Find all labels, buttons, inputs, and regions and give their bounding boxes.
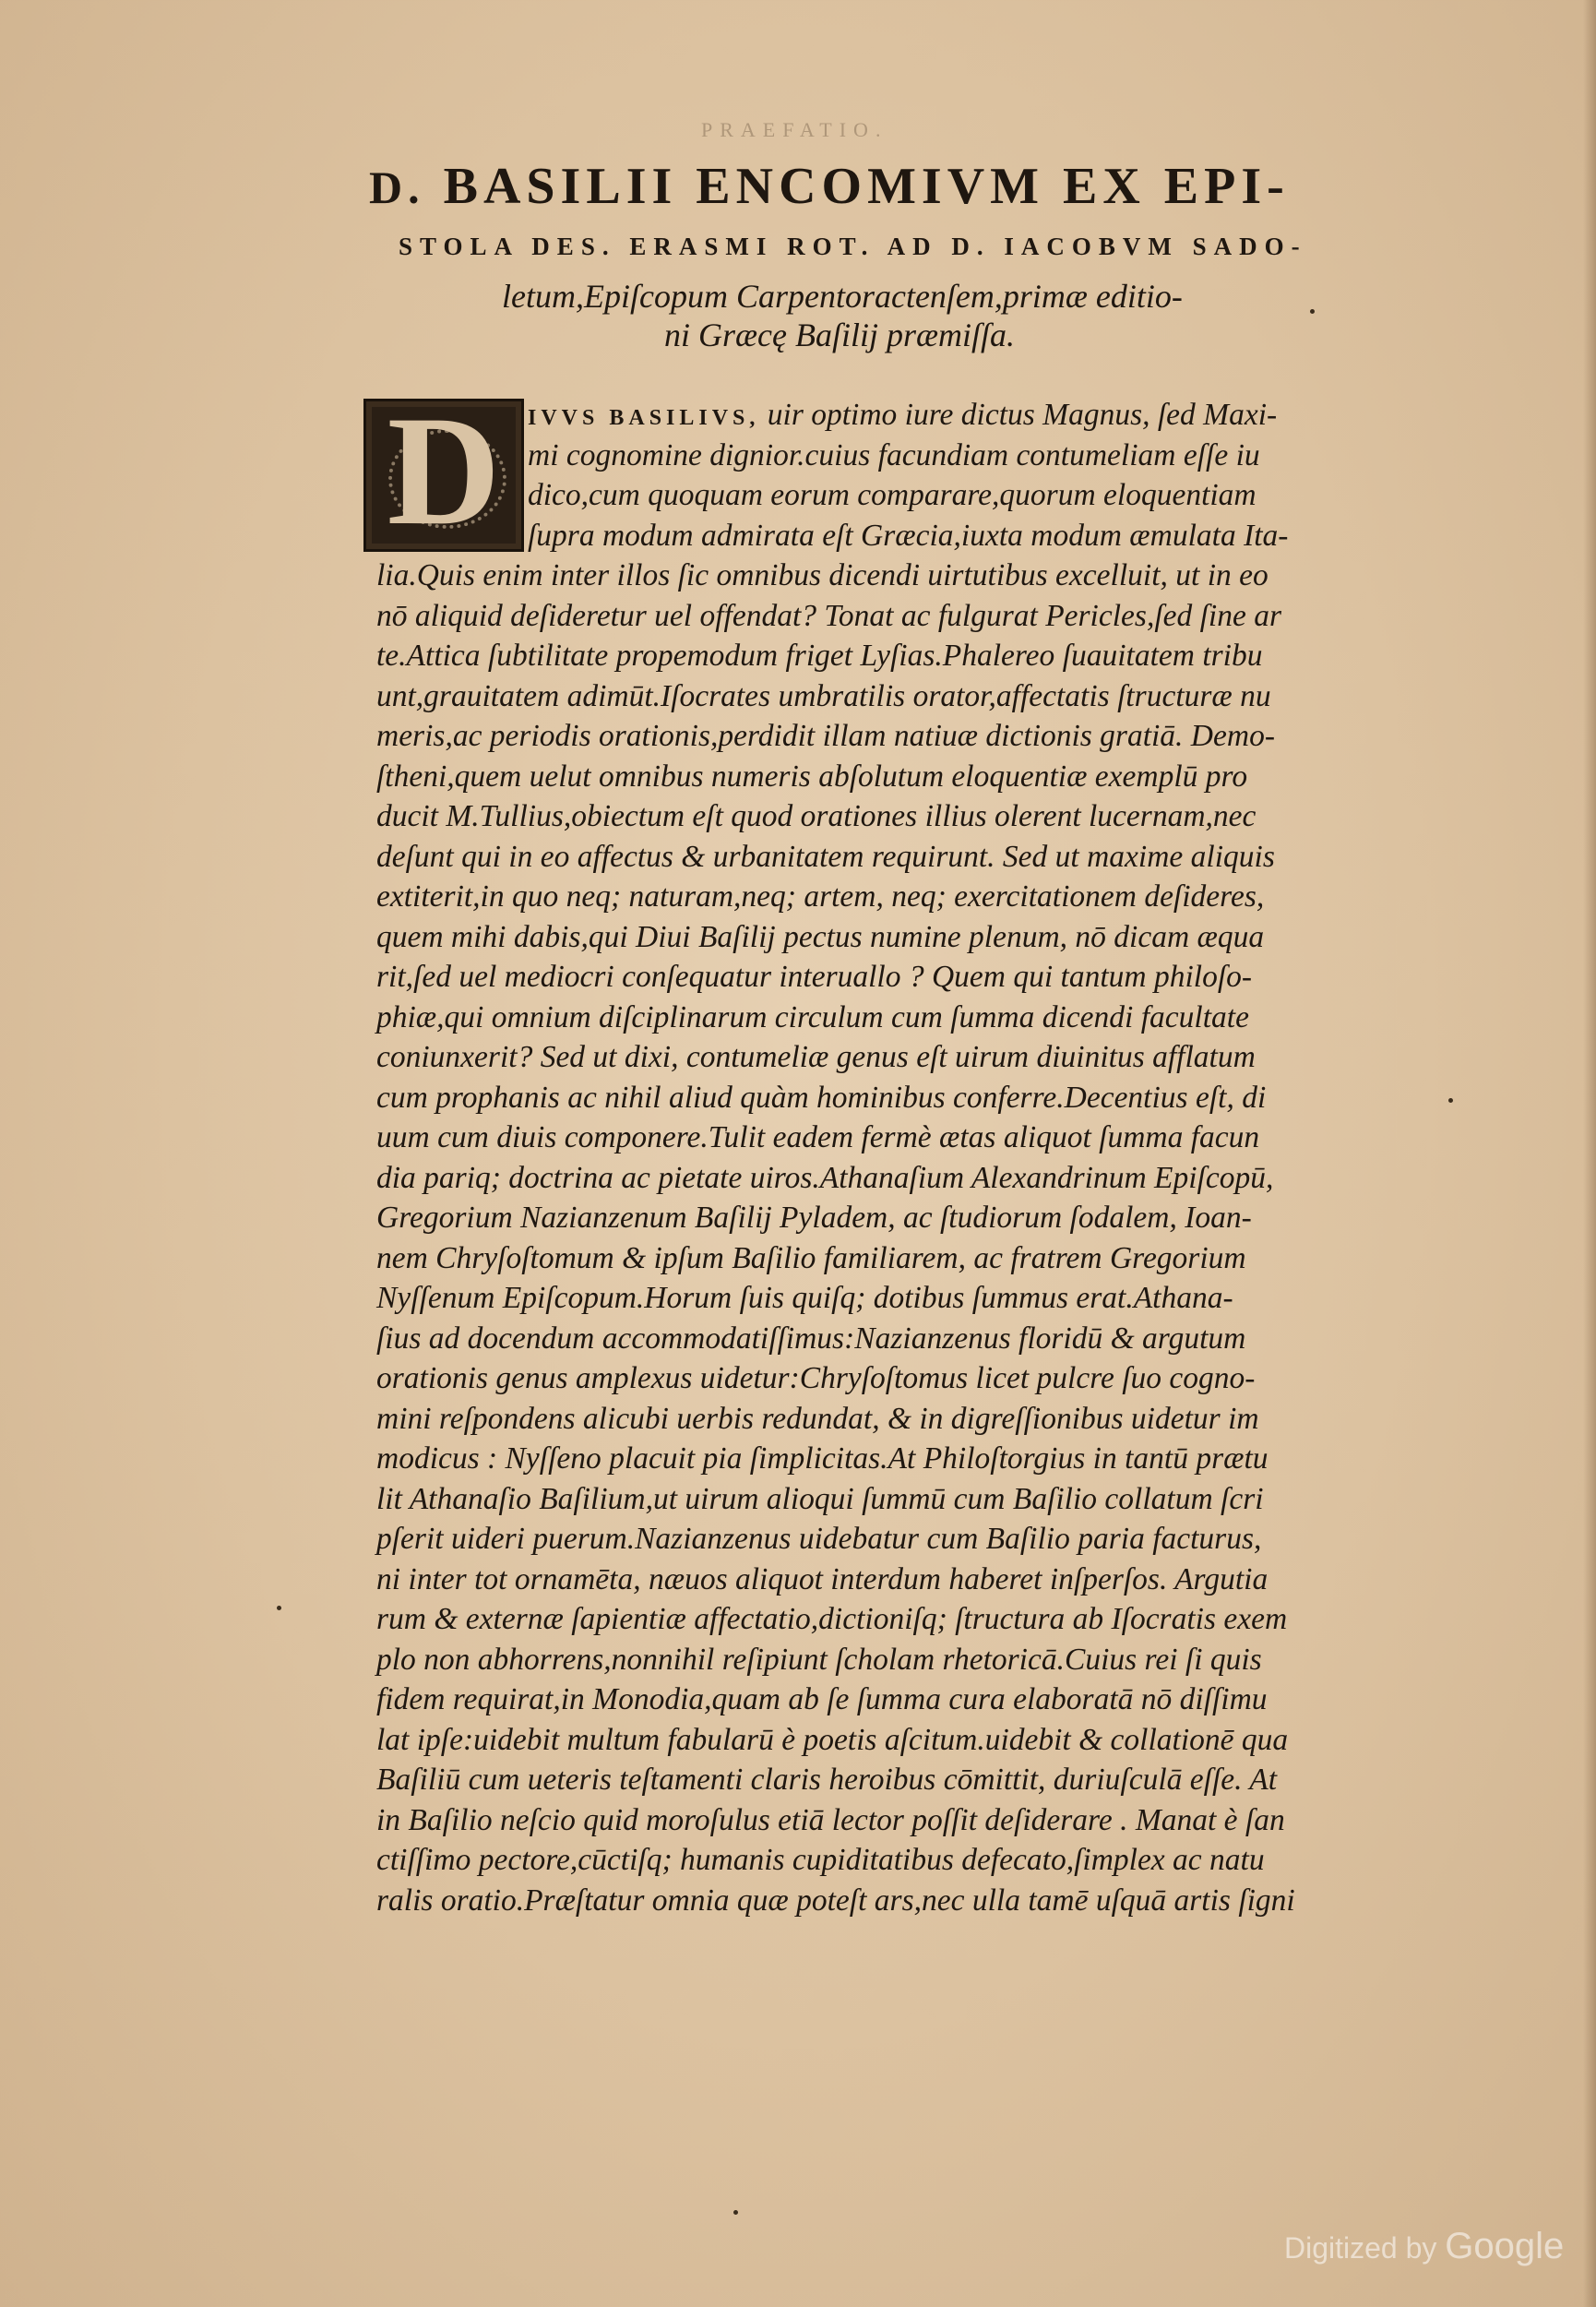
body-line: ralis oratio.Præſtatur omnia quæ poteſt ars,nec ulla tamē uſquā artis ſigni — [376, 1883, 1295, 1918]
body-line: ni inter tot ornamēta, næuos aliquot interdum haberet inſperſos. Argutia — [376, 1561, 1268, 1596]
body-line: nem Chryſoſtomum & ipſum Baſilio familiarem, ac fratrem Gregorium — [376, 1240, 1246, 1275]
body-line: te.Attica ſubtilitate propemodum friget Lyſias.Phalereo ſuauitatem tribu — [376, 639, 1263, 673]
body-line: plo non abhorrens,nonnihil reſipiunt ſcholam rhetoricā.Cuius rei ſi quis — [376, 1642, 1262, 1677]
body-line: lia.Quis enim inter illos ſic omnibus dicendi uirtutibus excelluit, ut in eo — [376, 558, 1268, 592]
title-lead-letter: D. — [369, 161, 425, 213]
body-line: lat ipſe:uidebit multum fabularū è poetis aſcitum.uidebit & collationē qua — [376, 1722, 1289, 1757]
body-line: extiterit,in quo neq; naturam,neq; artem, neq; exercitationem deſideres, — [376, 879, 1265, 914]
running-head: PRAEFATIO. — [701, 118, 888, 141]
body-line: mini reſpondens alicubi uerbis redundat, & in digreſſionibus uidetur im — [376, 1401, 1259, 1436]
title-line-3: letum,Epiſcopum Carpentoractenſem,primæ editio- — [502, 278, 1183, 315]
body-line — [528, 395, 1277, 438]
body-line: dia pariq; doctrina ac pietate uiros.Athanaſium Alexandrinum Epiſcopū, — [376, 1160, 1274, 1195]
body-line: ducit M.Tullius,obiectum eſt quod orationes illius olerent lucernam,nec — [376, 799, 1257, 833]
body-line: lit Athanaſio Baſilium,ut uirum alioqui ſummū cum Baſilio collatum ſcri — [376, 1481, 1264, 1516]
initial-letter: D — [387, 399, 501, 552]
body-line: modicus : Nyſſeno placuit pia ſimplicitas.At Philoſtorgius in tantū prætu — [376, 1441, 1268, 1476]
digitization-watermark — [1284, 2226, 1564, 2267]
body-line: in Baſilio neſcio quid moroſulus etiā lector poſſit deſiderare . Manat è ſan — [376, 1802, 1285, 1837]
body-line: ſius ad docendum accommodatiſſimus:Nazianzenus floridū & argutum — [376, 1321, 1246, 1356]
body-line: deſunt qui in eo affectus & urbanitatem requirunt. Sed ut maxime aliquis — [376, 839, 1275, 874]
body-line: coniunxerit? Sed ut dixi, contumeliæ genus eſt uirum diuinitus afflatum — [376, 1040, 1256, 1074]
body-line: Gregorium Nazianzenum Baſilij Pyladem, ac ſtudiorum ſodalem, Ioan- — [376, 1201, 1252, 1235]
body-line: uum cum diuis componere.Tulit eadem fermè ætas aliquot ſumma facun — [376, 1120, 1260, 1154]
body-line: ſupra modum admirata eſt Græcia,iuxta modum æmulata Ita- — [528, 518, 1289, 553]
body-line: rit,ſed uel mediocri conſequatur interuallo ? Quem qui tantum philoſo- — [376, 960, 1253, 994]
body-line: unt,grauitatem adimūt.Iſocrates umbratilis orator,affectatis ſtructuræ nu — [376, 678, 1271, 713]
body-line: ctiſſimo pectore,cūctiſq; humanis cupiditatibus defecato,ſimplex ac natu — [376, 1843, 1265, 1877]
body-line: Nyſſenum Epiſcopum.Horum ſuis quiſq; dotibus ſummus erat.Athana- — [376, 1281, 1233, 1315]
body-line: quem mihi dabis,qui Diui Baſilij pectus numine plenum, nō dicam æqua — [376, 919, 1265, 954]
body-line: pſerit uideri puerum.Nazianzenus uidebatur cum Baſilio paria facturus, — [376, 1522, 1262, 1556]
title-line-1 — [369, 157, 1596, 216]
body-line: cum prophanis ac nihil aliud quàm hominibus conferre.Decentius eſt, di — [376, 1080, 1267, 1115]
decorated-initial — [363, 399, 524, 552]
body-line: mi cognomine dignior.cuius facundiam contumeliam eſſe iu — [528, 437, 1260, 472]
body-line: nō aliquid deſideretur uel offendat? Tonat ac fulgurat Pericles,ſed ſine ar — [376, 598, 1282, 633]
body-line: phiæ,qui omnium diſciplinarum circulum cum ſumma dicendi facultate — [376, 999, 1249, 1034]
body-line-text: uir optimo iure dictus Magnus, ſed Maxi- — [767, 398, 1278, 432]
body-line: meris,ac periodis orationis,perdidit illam natiuæ dictionis gratiā. Demo- — [376, 719, 1275, 753]
title-line-4: ni Græcę Baſilij præmiſſa. — [664, 317, 1016, 353]
body-line: fidem requirat,in Monodia,quam ab ſe ſumma cura elaboratā nō diſſimu — [376, 1682, 1268, 1716]
body-line: dico,cum quoquam eorum comparare,quorum eloquentiam — [528, 478, 1257, 512]
watermark-prefix: Digitized by — [1284, 2231, 1437, 2265]
body-line: Baſiliū cum ueteris teſtamenti claris heroibus cōmittit, duriuſculā eſſe. At — [376, 1763, 1278, 1797]
body-line: orationis genus amplexus uidetur:Chryſoſtomus licet pulcre ſuo cogno- — [376, 1361, 1256, 1395]
body-line: ſtheni,quem uelut omnibus numeris abſolutum eloquentiæ exemplū pro — [376, 759, 1248, 794]
body-line: rum & externæ ſapientiæ affectatio,dictioniſq; ſtructura ab Iſocratis exem — [376, 1602, 1288, 1636]
first-words-caps: IVVS BASILIVS, — [528, 406, 760, 430]
title-line-1-text: BASILII ENCOMIVM EX EPI- — [443, 158, 1290, 215]
watermark-brand: Google — [1445, 2226, 1565, 2266]
title-line-2: STOLA DES. ERASMI ROT. AD D. IACOBVM SADO- — [399, 233, 1307, 260]
